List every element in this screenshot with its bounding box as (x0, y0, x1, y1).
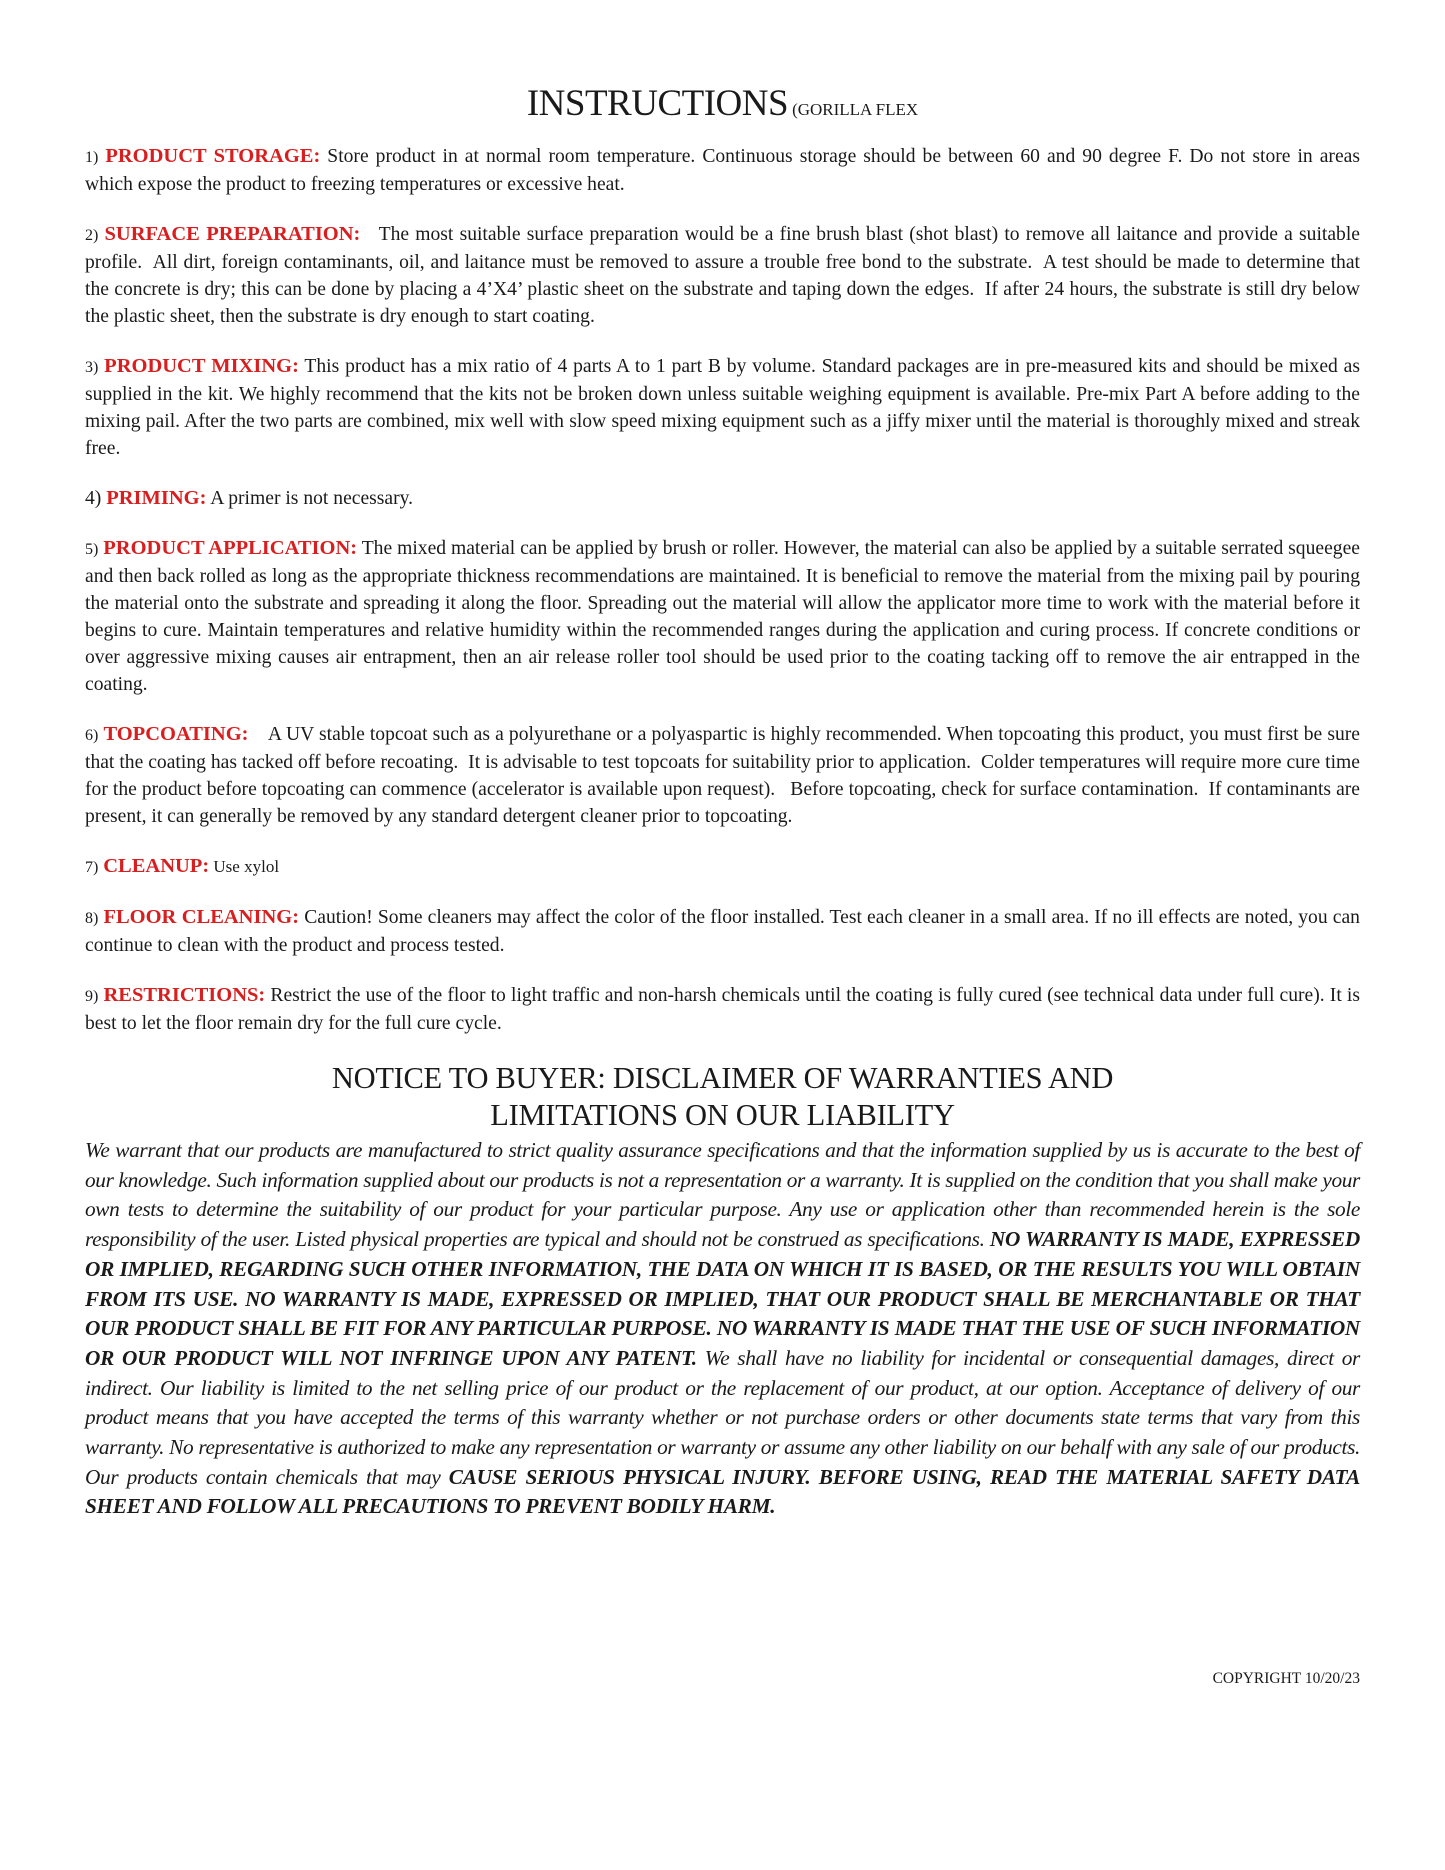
section-body: Restrict the use of the floor to light traffic and non-harsh chemicals until the coating is fully cured (see technical data under full cure). It is best to let the floor remain dry for the full cure cycle. (85, 985, 1360, 1034)
disclaimer-safety-caps: CAUSE SERIOUS PHYSICAL INJURY. BEFORE USING, READ THE MATERIAL SAFETY DATA SHEET AND FOLLOW ALL PRECAUTIONS TO PREVENT BODILY HARM. (85, 1464, 1360, 1519)
section-body: Caution! Some cleaners may affect the color of the floor installed. Test each cleaner in a small area. If no ill effects are noted, you can continue to clean with the product and process tested. (85, 907, 1360, 956)
disclaimer-part1: We warrant that our products are manufactured to strict quality assurance specifications and that the information supplied by us is accurate to the best of our knowledge. Such information supplied about our products is not a representation or a warranty. It is supplied on the condition that you shall make your own tests to determine the suitability of our product for your particular purpose. Any use or application other than recommended herein is the sole responsibility of the user. Listed physical properties are typical and should not be construed as specifications. (85, 1138, 1360, 1252)
section-number: 6) (85, 727, 99, 744)
section-heading: PRODUCT APPLICATION: (103, 537, 358, 559)
section-priming (85, 485, 1360, 512)
disclaimer-warranty-caps: NO WARRANTY IS MADE, EXPRESSED OR IMPLIED, REGARDING SUCH OTHER INFORMATION, THE DATA ON WHICH IT IS BASED, OR THE RESULTS YOU WILL OBTAIN FROM ITS USE. NO WARRANTY IS MADE, EXPRESSED OR IMPLIED, THAT OUR PRODUCT SHALL BE MERCHANTABLE OR THAT OUR PRODUCT SHALL BE FIT FOR ANY PARTICULAR PURPOSE. NO WARRANTY IS MADE THAT THE USE OF SUCH INFORMATION OR OUR PRODUCT WILL NOT INFRINGE UPON ANY PATENT. (85, 1227, 1360, 1370)
copyright-notice: COPYRIGHT 10/20/23 (1212, 1670, 1360, 1687)
title-main: INSTRUCTIONS (526, 83, 789, 124)
section-heading: CLEANUP: (103, 855, 210, 877)
section-heading: RESTRICTIONS: (103, 984, 266, 1006)
section-number: 1) (85, 149, 99, 166)
notice-title (85, 1060, 1360, 1134)
section-number: 4) (85, 488, 102, 509)
section-number: 2) (85, 227, 99, 244)
section-surface-preparation (85, 221, 1365, 330)
section-topcoating (85, 721, 1365, 830)
title-product: (GORILLA FLEX (792, 100, 919, 119)
section-product-storage (85, 143, 1360, 198)
section-body: A primer is not necessary. (206, 488, 414, 509)
section-body: The most suitable surface preparation would be a fine brush blast (shot blast) to remove all laitance and provide a suitable profile. All dirt, foreign contaminants, oil, and laitance must be removed to assure a trouble free bond to the substrate. A test should be made to determine that the concrete is dry; this can be done by placing a 4’X4’ plastic sheet on the substrate and taping down the edges. If after 24 hours, the substrate is still dry below the plastic sheet, then the substrate is dry enough to start coating. (85, 224, 1365, 327)
section-body: Store product in at normal room temperature. Continuous storage should be between 60 and 90 degree F. Do not store in areas which expose the product to freezing temperatures or excessive heat. (85, 146, 1360, 195)
section-product-mixing (85, 353, 1360, 462)
section-body: This product has a mix ratio of 4 parts A to 1 part B by volume. Standard packages are in pre-measured kits and should be mixed as supplied in the kit. We highly recommend that the kits not be broken down unless suitable weighing equipment is available. Pre-mix Part A before adding to the mixing pail. After the two parts are combined, mix well with slow speed mixing equipment such as a jiffy mixer until the material is thoroughly mixed and streak free. (85, 356, 1360, 459)
disclaimer-text (85, 1136, 1360, 1522)
section-heading: PRODUCT MIXING: (104, 355, 299, 377)
page-title (85, 82, 1360, 125)
disclaimer-part2: We shall have no liability for incidental or consequential damages, direct or indirect. Our liability is limited to the net selling price of our product or the replacement of our product, at our option. Acceptance of delivery of our product means that you have accepted the terms of this warranty whether or not purchase orders or other documents state terms that vary from this warranty. No representative is authorized to make any representation or warranty or assume any other liability on our behalf with any sale of our products. Our products contain chemicals that may (85, 1345, 1360, 1489)
section-product-application (85, 535, 1360, 698)
section-body: A UV stable topcoat such as a polyurethane or a polyaspartic is highly recommended. When topcoating this product, you must first be sure that the coating has tacked off before recoating. It is advisable to test topcoats for suitability prior to application. Colder temperatures will require more cure time for the product before topcoating can commence (accelerator is available upon request). Before topcoating, check for surface contamination. If contaminants are present, it can generally be removed by any standard detergent cleaner prior to topcoating. (85, 724, 1365, 827)
notice-title-line2: LIMITATIONS ON OUR LIABILITY (490, 1098, 955, 1132)
section-heading: SURFACE PREPARATION: (104, 223, 361, 245)
section-number: 7) (85, 859, 99, 876)
section-heading: FLOOR CLEANING: (103, 906, 300, 928)
section-heading: TOPCOATING: (103, 723, 249, 745)
section-cleanup (85, 853, 1360, 881)
notice-title-line1: NOTICE TO BUYER: DISCLAIMER OF WARRANTIES AND (331, 1061, 1114, 1095)
section-heading: PRODUCT STORAGE: (105, 145, 321, 167)
section-number: 5) (85, 541, 99, 558)
section-number: 8) (85, 910, 99, 927)
section-restrictions (85, 982, 1360, 1037)
section-body: Use xylol (209, 857, 280, 876)
section-body: The mixed material can be applied by brush or roller. However, the material can also be applied by a suitable serrated squeegee and then back rolled as long as the appropriate thickness recommendations are maintained. It is beneficial to remove the material from the mixing pail by pouring the material onto the substrate and spreading it along the floor. Spreading out the material will allow the applicator more time to work with the material before it begins to cure. Maintain temperatures and relative humidity within the recommended ranges during the application and curing process. If concrete conditions or over aggressive mixing causes air entrapment, then an air release roller tool should be used prior to the coating tacking off to remove the air entrapped in the coating. (85, 538, 1360, 695)
section-number: 9) (85, 988, 99, 1005)
section-number: 3) (85, 359, 99, 376)
instructions-page (85, 82, 1365, 1522)
section-heading: PRIMING: (106, 487, 207, 509)
section-floor-cleaning (85, 904, 1360, 959)
